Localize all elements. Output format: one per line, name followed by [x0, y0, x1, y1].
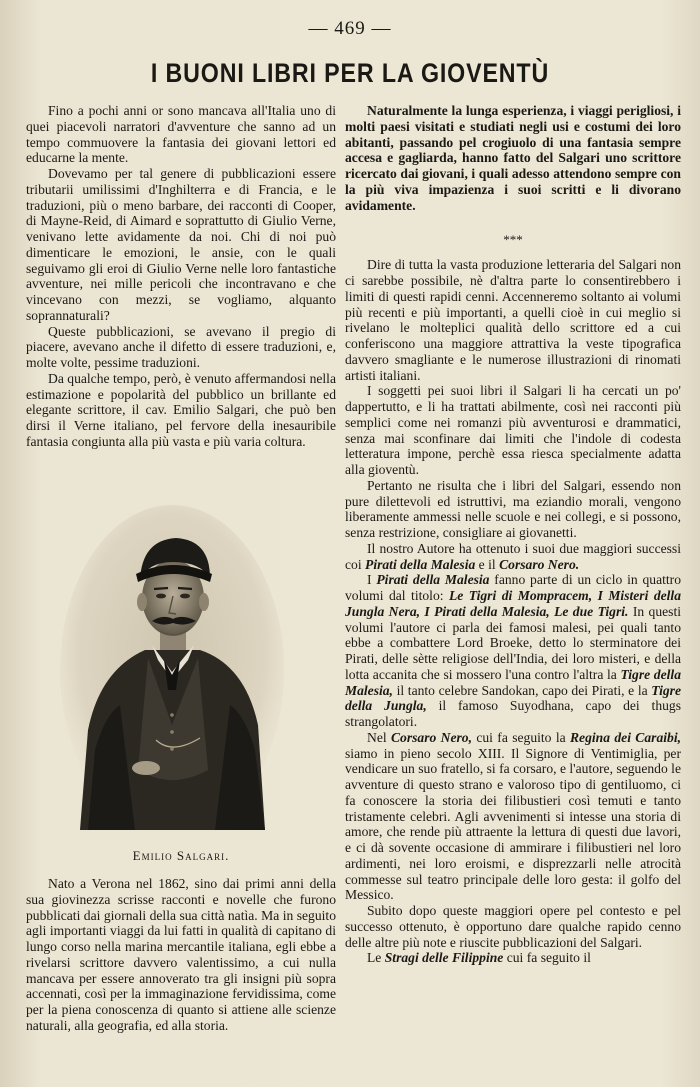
paragraph: I soggetti pei suoi libri il Salgari li ha cercati un po' dappertutto, e li ha trattati abilmente, così nei racconti più semplici come nei romanzi più avventurosi e drammatici, senza mai sconfinare dai limiti che l'indole di codesta letteratura impone, perchè essa riesca specialmente adatta alla gioventù. — [345, 383, 681, 477]
section-separator: *** — [503, 232, 523, 248]
paragraph — [345, 730, 681, 903]
paragraph — [345, 950, 681, 966]
paragraph: Nato a Verona nel 1862, sino dai primi anni della sua giovinezza scrisse racconti e novelle che furono pubblicati dai giornali della sua città natìa. Ma in seguito agli importanti viaggi da lui fatti in qualità di capitano di lungo corso nella marina mercantile italiana, egli ebbe a rivelarsi scrittore davvero valentissimo, a cui nulla mancava per essere annoverato tra gli insigni più sopra accennati, così per la immaginazione fervidissima, come per la piena conoscenza di quanto si attiene alle scienze naturali, alla geografia, ed alla storia. — [26, 876, 336, 1033]
left-column-top — [26, 103, 336, 450]
right-column — [345, 103, 681, 966]
text-run: il tanto celebre Sandokan, capo dei Pirati, e la — [392, 682, 652, 698]
text-run: fanno parte di un ciclo in quattro volumi dal titolo: — [345, 572, 681, 603]
paragraph — [345, 572, 681, 730]
text-run: e il — [475, 556, 500, 572]
book-title: Regina dei Caraibi, — [569, 729, 682, 745]
paragraph: Fino a pochi anni or sono mancava all'Italia uno di quei piacevoli narratori d'avventure che sanno ad un tempo commuovere la fantasia dei giovani lettori ed educarne la mente. — [26, 103, 336, 166]
paragraph: Subito dopo queste maggiori opere pel contesto e pel successo ottenuto, è opportuno dare qualche rapido cenno delle altre più note e riuscite pubblicazioni del Salgari. — [345, 903, 681, 950]
paragraph: Dovevamo per tal genere di pubblicazioni essere tributarii umilissimi d'Inghilterra e di Francia, e le traduzioni, più o meno barbare, dei racconti di Cooper, di Mayne-Reid, di Aimard e soprattutto di Giulio Verne, venivano lette avidamente da noi. Chi di noi può dimenticare le emozioni, le ansie, con le quali seguivamo gli eroi di Giulio Verne nelle loro fantastiche avventure, nei mille pericoli che incontravano e che vincevano con mezzi, se vogliamo, alquanto soprannaturali? — [26, 166, 336, 323]
text-run: Il nostro Autore ha ottenuto i suoi due maggiori successi coi — [345, 540, 681, 572]
book-title: Corsaro Nero. — [499, 556, 580, 572]
text-run: Nel — [367, 729, 391, 745]
paragraph: Dire di tutta la vasta produzione letteraria del Salgari non ci sarebbe possibile, nè d'altra parte lo consentirebbero i limiti di questi rapidi cenni. Accenneremo soltanto ai volumi più recenti e più importanti, a quelli cioè in cui meglio si rivelano le molteplici qualità dello scrittore ed a cui conferiscono una maggiore attrattiva la veste tipografica davvero smagliante e le numerose illustrazioni di rinomati artisti italiani. — [345, 257, 681, 383]
book-title: Stragi delle Filippine — [384, 950, 504, 966]
book-title: Pirati della Malesia — [376, 572, 490, 588]
text-run: cui fa seguito la — [472, 729, 570, 745]
book-title: Pirati della Malesia — [365, 556, 476, 572]
text-run: Le — [367, 950, 385, 966]
book-title: Le Tigri di Mompracem, I Misteri della Jungla Nera, I Pirati della Malesia, Le due Tigri. — [345, 588, 681, 619]
portrait-caption: Emilio Salgari. — [132, 848, 230, 863]
paragraph: Queste pubblicazioni, se avevano il pregio di piacere, avevano anche il difetto di essere traduzioni, e, molte volte, pessime traduzioni. — [26, 323, 336, 370]
intro-paragraph: Naturalmente la lunga esperienza, i viaggi perigliosi, i molti paesi visitati e studiati negli usi e costumi dei loro abitanti, passando pel crogiuolo di una fantasia sempre accesa e gagliarda, hanno fatto del Salgari uno scrittore ricercato dai giovani, i quali adesso attendono sempre con la più viva impazienza i suoi scritti e li divorano avidamente. — [345, 103, 681, 213]
text-run: il famoso Suyodhana, capo dei thugs strangolatori. — [345, 698, 682, 729]
book-title: Corsaro Nero, — [390, 729, 472, 745]
text-run: In questi volumi l'autore ci parla dei famosi malesi, pei quali tanto ebbe a combattere Lord Broeke, detto lo sterminatore dei Pirati, delle sètte religiose dell'India, dei loro misteri, e della lotta accanita che si mossero l'una contro l'altra la — [345, 603, 682, 682]
text-run: I — [367, 572, 377, 588]
book-title: Tigre della Jungla, — [345, 682, 681, 714]
page-number: — 469 — — [308, 18, 392, 39]
text-run: siamo in pieno secolo XIII. Il Signore di Ventimiglia, per vendicare un suo fratello, si fa corsaro, e l'autore, seguendo le avventure di questo strano e valoroso tipo di gentiluomo, ci fa conoscere la storia dei filibustieri così temuti e tanto tristamente celebri. Agli avvenimenti si intesse una storia di amore, che rende più attraente la lettura di questi due lavori, e ci dà sovente occasione di ammirare i filibustieri nel loro ardimenti, nei loro eroismi, e disprezzarli nelle atrocità commesse sul teatro principale delle loro gesta: il golfo del Messico. — [345, 745, 681, 903]
page-title: I BUONI LIBRI PER LA GIOVENTÙ — [150, 58, 550, 88]
portrait-image — [60, 500, 285, 830]
paragraph: Da qualche tempo, però, è venuto affermandosi nella estimazione e popolarità del pubblico un brillante ed elegante scrittore, il cav. Emilio Salgari, che può ben dirsi il Verne italiano, pel fervore della inesauribile fantasia congiunta alla più vasta e più varia coltura. — [26, 370, 336, 449]
book-title: Tigre della Malesia, — [345, 666, 681, 698]
left-column-bottom — [26, 876, 336, 1034]
text-run: cui fa seguito il — [503, 950, 591, 966]
paragraph — [345, 541, 681, 573]
paragraph: Pertanto ne risulta che i libri del Salgari, essendo non pure dilettevoli ed istruttivi, ma eziandio morali, vengono liberamente ammessi nelle scuole e nei collegi, e si possono, senza restrizione, consigliare ai giovanetti. — [345, 477, 681, 540]
